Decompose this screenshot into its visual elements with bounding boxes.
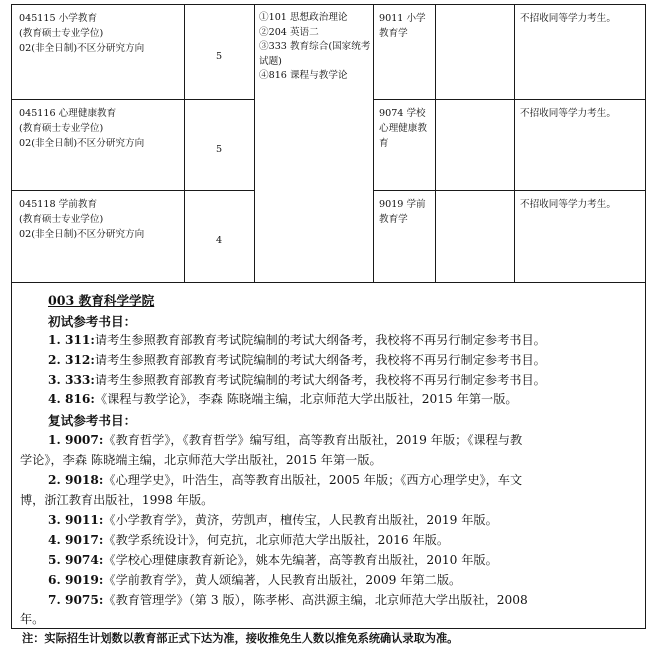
equivalent-cell: 不招收同等学力考生。	[520, 199, 616, 210]
retest-books-heading: 复试参考书目：	[48, 413, 137, 428]
item-number: 4. 816:	[48, 392, 95, 406]
item-number: 3. 9011:	[48, 513, 104, 527]
row-divider	[11, 190, 254, 191]
retest-book-item-cont: 博，浙江教育出版社，1998 年版。	[20, 493, 214, 507]
initial-book-item	[48, 389, 643, 409]
retest-subject-cell: 9011 小学教育学	[379, 13, 426, 39]
equivalent-cell: 不招收同等学力考生。	[520, 108, 616, 119]
item-number: 5. 9074:	[48, 553, 104, 567]
item-text: 《教学系统设计》，何克抗，北京师范大学出版社，2016 年版。	[103, 533, 450, 547]
retest-book-item	[48, 470, 643, 490]
column-divider	[254, 4, 255, 282]
item-text: 请考生参照教育部教育考试院编制的考试大纲备考，我校将不再另行制定参考书目。	[94, 353, 546, 367]
retest-book-item	[48, 550, 643, 570]
item-text: 《课程与教学论》，李森 陈晓端主编，北京师范大学出版社，2015 年第一版。	[94, 392, 518, 406]
retest-subject-cell: 9074 学校心理健康教育	[379, 108, 427, 149]
retest-book-item-cont: 年。	[20, 612, 45, 626]
item-text: 《小学教育学》，黄济，劳凯声，檀传宝，人民教育出版社，2019 年版。	[103, 513, 498, 527]
table-border-right	[645, 4, 646, 628]
retest-book-item	[48, 510, 643, 530]
item-text: 《心理学史》，叶浩生，高等教育出版社，2005 年版；《西方心理学史》，车文	[103, 473, 523, 487]
major-cell: 045116 心理健康教育 (教育硕士专业学位) 02(非全日制)不区分研究方向	[19, 108, 145, 149]
retest-subject-cell: 9019 学前教育学	[379, 199, 426, 225]
initial-books-heading: 初试参考书目：	[48, 314, 137, 329]
item-number: 2. 9018:	[48, 473, 104, 487]
item-number: 4. 9017:	[48, 533, 104, 547]
exam-subjects-cell: ①101 思想政治理论 ②204 英语二 ③333 教育综合(国家统考试题) ④816 课程与教学论	[259, 12, 371, 81]
item-number: 1. 9007:	[48, 433, 104, 447]
row-divider	[373, 99, 645, 100]
row-divider	[373, 190, 645, 191]
item-number: 7. 9075:	[48, 593, 104, 607]
item-number: 2. 312:	[48, 353, 95, 367]
item-text: 请考生参照教育部教育考试院编制的考试大纲备考，我校将不再另行制定参考书目。	[94, 373, 546, 387]
quota-cell: 4	[215, 235, 223, 246]
item-number: 6. 9019:	[48, 573, 104, 587]
initial-book-item	[48, 370, 643, 390]
column-divider	[514, 4, 515, 282]
item-text: 《教育哲学》，《教育哲学》编写组，高等教育出版社，2019 年版；《课程与教	[103, 433, 523, 447]
item-number: 3. 333:	[48, 373, 95, 387]
item-text: 请考生参照教育部教育考试院编制的考试大纲备考，我校将不再另行制定参考书目。	[94, 333, 546, 347]
item-text: 《教育管理学》（第 3 版），陈孝彬、高洪源主编，北京师范大学出版社，2008	[103, 593, 528, 607]
initial-book-item	[48, 350, 643, 370]
retest-book-item-cont: 学论》，李森 陈晓端主编，北京师范大学出版社，2015 年第一版。	[20, 453, 382, 467]
row-divider	[11, 99, 254, 100]
retest-book-item	[48, 530, 643, 550]
section-title: 003 教育科学学院	[48, 293, 155, 308]
column-divider	[435, 4, 436, 282]
item-text: 《学校心理健康教育新论》，姚本先编著，高等教育出版社，2010 年版。	[103, 553, 498, 567]
table-border-left	[11, 4, 12, 628]
retest-book-item	[48, 590, 643, 610]
initial-book-item	[48, 330, 643, 350]
footnote: 注：实际招生计划数以教育部正式下达为准，接收推免生人数以推免系统确认录取为准。	[22, 631, 459, 645]
equivalent-cell: 不招收同等学力考生。	[520, 13, 616, 24]
item-number: 1. 311:	[48, 333, 95, 347]
table-border-top	[11, 4, 646, 5]
column-divider	[373, 4, 374, 282]
major-cell: 045118 学前教育 (教育硕士专业学位) 02(非全日制)不区分研究方向	[19, 199, 145, 240]
quota-cell: 5	[215, 144, 223, 155]
retest-book-item	[48, 430, 643, 450]
major-cell: 045115 小学教育 (教育硕士专业学位) 02(非全日制)不区分研究方向	[19, 13, 145, 54]
item-text: 《学前教育学》，黄人颂编著，人民教育出版社，2009 年第二版。	[103, 573, 462, 587]
retest-book-item	[48, 570, 643, 590]
row-divider	[11, 282, 646, 283]
quota-cell: 5	[215, 51, 223, 62]
